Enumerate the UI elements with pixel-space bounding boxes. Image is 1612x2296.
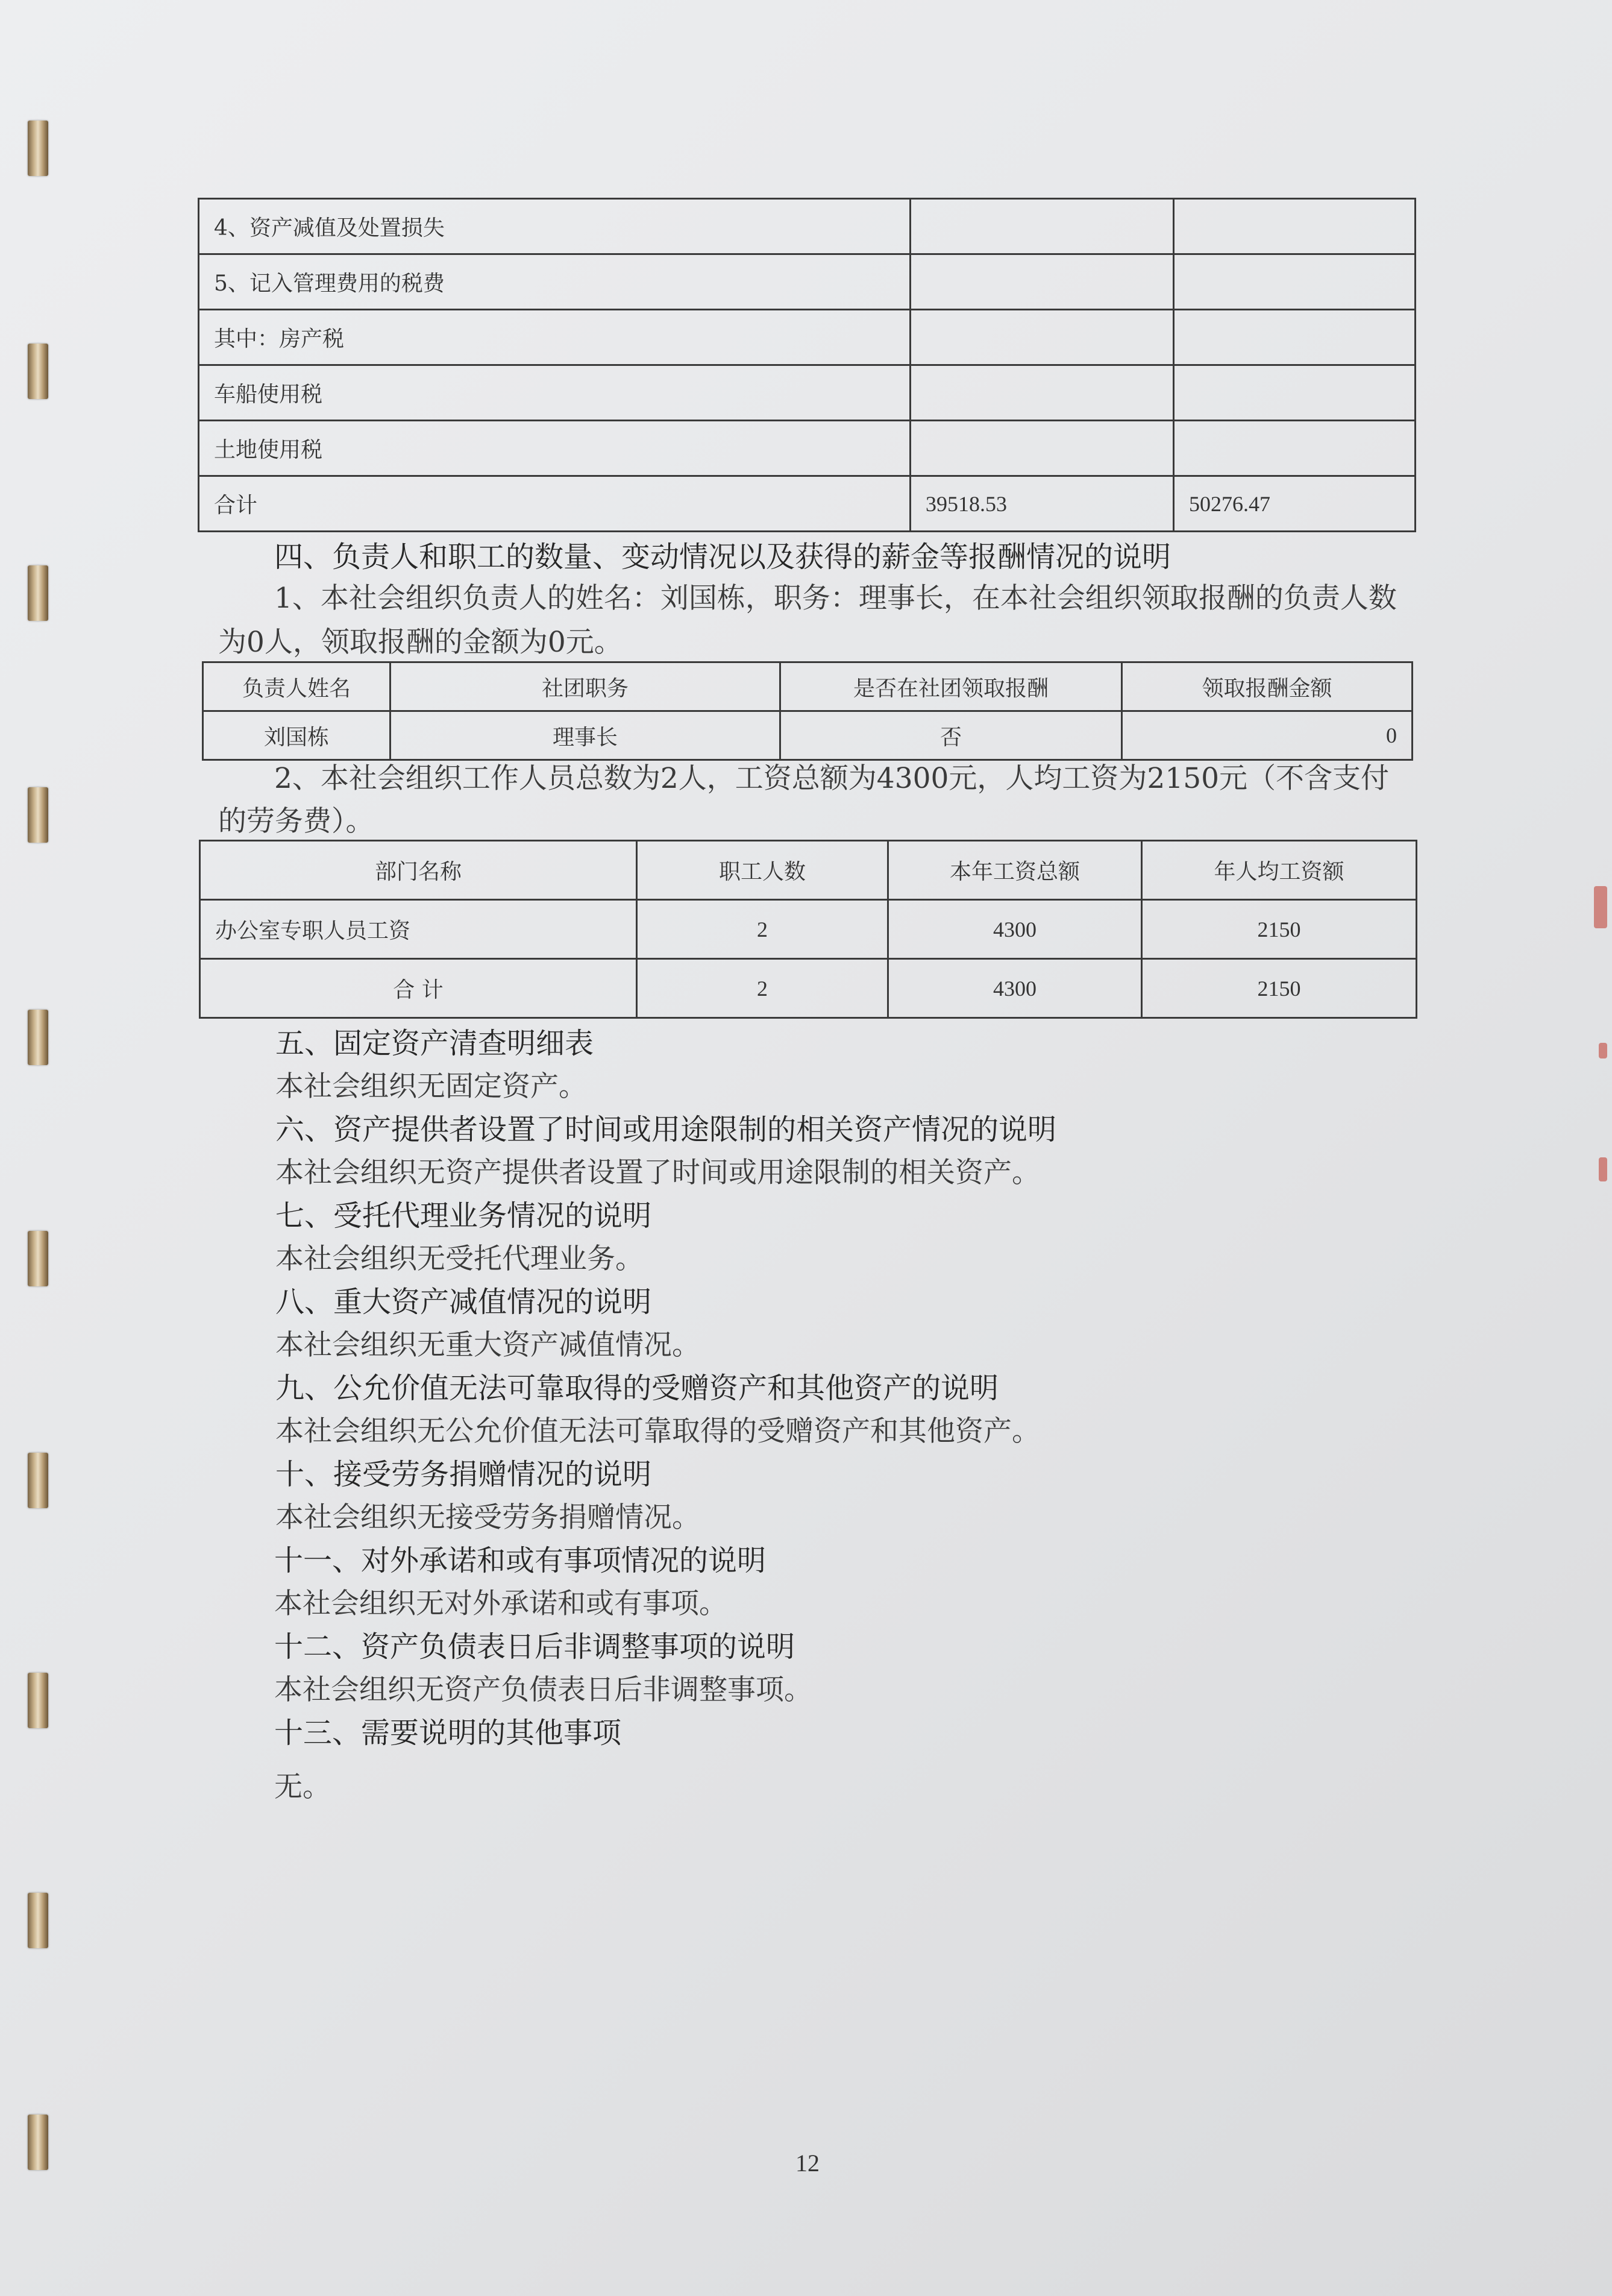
column-header: 职工人数 bbox=[637, 841, 888, 900]
binder-hole bbox=[28, 565, 48, 621]
seal-fragment bbox=[1594, 886, 1607, 928]
section-heading: 八、重大资产减值情况的说明 bbox=[275, 1285, 652, 1319]
table-cell: 合 计 bbox=[200, 959, 637, 1018]
binder-hole bbox=[28, 1893, 48, 1948]
table-cell: 否 bbox=[780, 711, 1122, 760]
table-cell: 50276.47 bbox=[1174, 476, 1416, 532]
section-heading: 九、公允价值无法可靠取得的受赠资产和其他资产的说明 bbox=[275, 1371, 999, 1405]
table-cell: 2 bbox=[637, 959, 888, 1018]
table-cell: 2 bbox=[637, 900, 888, 959]
table-cell bbox=[1174, 421, 1416, 476]
table-cell: 5、记入管理费用的税费 bbox=[199, 254, 911, 310]
section-body: 本社会组织无对外承诺和或有事项。 bbox=[274, 1587, 727, 1620]
table-cell: 土地使用税 bbox=[199, 421, 911, 476]
section-heading: 五、固定资产清查明细表 bbox=[275, 1027, 594, 1060]
section-body: 本社会组织无受托代理业务。 bbox=[275, 1242, 644, 1275]
binder-hole bbox=[28, 1010, 48, 1065]
table-row bbox=[199, 199, 1416, 254]
column-header: 部门名称 bbox=[200, 841, 637, 900]
binder-hole bbox=[28, 121, 48, 176]
column-header: 本年工资总额 bbox=[888, 841, 1142, 900]
table-cell bbox=[1174, 365, 1416, 421]
paragraph-line: 为0人，领取报酬的金额为0元。 bbox=[218, 626, 623, 659]
table-cell: 4300 bbox=[888, 900, 1142, 959]
table-row bbox=[199, 365, 1416, 421]
staff-table bbox=[199, 840, 1417, 1019]
section-heading: 十、接受劳务捐赠情况的说明 bbox=[275, 1458, 652, 1491]
table-cell bbox=[911, 310, 1174, 365]
section-body: 无。 bbox=[274, 1770, 331, 1804]
table-cell: 合计 bbox=[199, 476, 911, 532]
paragraph-line: 的劳务费）。 bbox=[218, 805, 374, 838]
section-body: 本社会组织无资产负债表日后非调整事项。 bbox=[274, 1673, 812, 1706]
table-cell: 4、资产减值及处置损失 bbox=[199, 199, 911, 254]
section-body: 本社会组织无资产提供者设置了时间或用途限制的相关资产。 bbox=[275, 1156, 1040, 1189]
column-header: 负责人姓名 bbox=[203, 662, 390, 711]
section-heading: 十三、需要说明的其他事项 bbox=[274, 1716, 622, 1750]
section-body: 本社会组织无接受劳务捐赠情况。 bbox=[275, 1501, 700, 1534]
column-header: 社团职务 bbox=[390, 662, 780, 711]
section-heading: 四、负责人和职工的数量、变动情况以及获得的薪金等报酬情况的说明 bbox=[274, 540, 1171, 574]
table-header-row bbox=[203, 662, 1413, 711]
column-header: 是否在社团领取报酬 bbox=[780, 662, 1122, 711]
table-cell bbox=[911, 421, 1174, 476]
table-row-total bbox=[199, 476, 1416, 532]
table-cell bbox=[911, 199, 1174, 254]
binder-hole bbox=[28, 1453, 48, 1508]
table-cell: 39518.53 bbox=[911, 476, 1174, 532]
paragraph-line: 2、本社会组织工作人员总数为2人，工资总额为4300元，人均工资为2150元（不含支付 bbox=[274, 762, 1390, 795]
section-heading: 六、资产提供者设置了时间或用途限制的相关资产情况的说明 bbox=[275, 1113, 1057, 1146]
binder-hole bbox=[28, 2115, 48, 2170]
table-row bbox=[199, 421, 1416, 476]
table-cell bbox=[1174, 310, 1416, 365]
column-header: 领取报酬金额 bbox=[1122, 662, 1413, 711]
table-row bbox=[199, 254, 1416, 310]
binder-hole bbox=[28, 1231, 48, 1286]
table-row bbox=[203, 711, 1413, 760]
table-row bbox=[199, 310, 1416, 365]
table-cell: 办公室专职人员工资 bbox=[200, 900, 637, 959]
section-body: 本社会组织无重大资产减值情况。 bbox=[275, 1329, 700, 1362]
table-row-total bbox=[200, 959, 1417, 1018]
section-heading: 十一、对外承诺和或有事项情况的说明 bbox=[274, 1544, 767, 1577]
table-cell: 2150 bbox=[1142, 959, 1417, 1018]
seal-fragment bbox=[1599, 1157, 1607, 1181]
leader-table bbox=[202, 661, 1413, 761]
section-body: 本社会组织无公允价值无法可靠取得的受赠资产和其他资产。 bbox=[275, 1415, 1040, 1448]
seal-fragment bbox=[1599, 1043, 1607, 1058]
binder-hole bbox=[28, 787, 48, 843]
column-header: 年人均工资额 bbox=[1142, 841, 1417, 900]
table-cell: 2150 bbox=[1142, 900, 1417, 959]
table-cell bbox=[911, 365, 1174, 421]
table-cell: 0 bbox=[1122, 711, 1413, 760]
table-cell: 刘国栋 bbox=[203, 711, 390, 760]
table-cell: 理事长 bbox=[390, 711, 780, 760]
table-cell: 4300 bbox=[888, 959, 1142, 1018]
table-cell bbox=[1174, 199, 1416, 254]
binder-hole bbox=[28, 344, 48, 399]
page-number: 12 bbox=[795, 2150, 820, 2177]
expense-table bbox=[198, 198, 1416, 532]
paragraph-line: 1、本社会组织负责人的姓名：刘国栋，职务：理事长，在本社会组织领取报酬的负责人数 bbox=[274, 582, 1397, 615]
section-body: 本社会组织无固定资产。 bbox=[275, 1070, 587, 1103]
section-heading: 十二、资产负债表日后非调整事项的说明 bbox=[274, 1630, 795, 1664]
section-heading: 七、受托代理业务情况的说明 bbox=[275, 1199, 652, 1233]
table-cell: 车船使用税 bbox=[199, 365, 911, 421]
table-cell bbox=[1174, 254, 1416, 310]
table-cell: 其中：房产税 bbox=[199, 310, 911, 365]
binder-hole bbox=[28, 1673, 48, 1728]
table-row bbox=[200, 900, 1417, 959]
table-header-row bbox=[200, 841, 1417, 900]
table-cell bbox=[911, 254, 1174, 310]
